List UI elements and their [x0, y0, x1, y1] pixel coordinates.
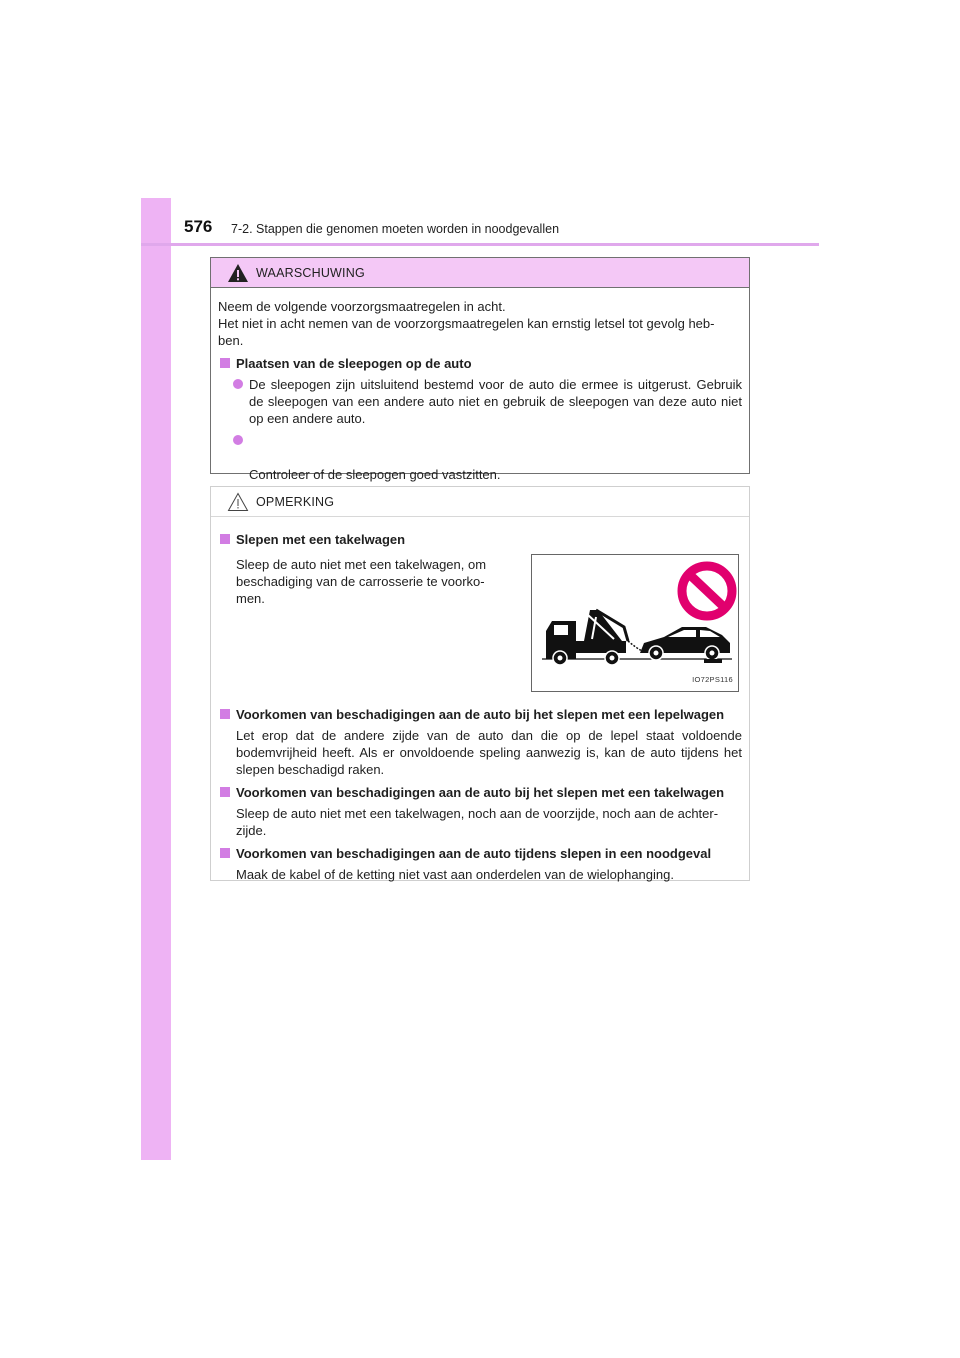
square-bullet-icon — [220, 848, 230, 858]
notice-heading-text: Voorkomen van beschadigingen aan de auto tijdens slepen in een noodgeval — [236, 846, 712, 861]
warning-bullet-text: De sleepogen zijn uitsluitend bestemd voor de auto die ermee is uitgerust. Gebruik de sleepogen van een andere auto niet en gebruik de sleepogen van deze auto niet op een andere auto. — [249, 377, 742, 426]
round-bullet-icon — [233, 435, 243, 445]
notice-body — [211, 517, 749, 883]
notice-box — [210, 486, 750, 881]
tow-truck-figure — [531, 554, 739, 692]
warning-box — [210, 257, 750, 482]
side-strip — [141, 198, 171, 1160]
square-bullet-icon — [220, 358, 230, 368]
warning-header — [211, 258, 749, 288]
square-bullet-icon — [220, 787, 230, 797]
notice-heading-text: Voorkomen van beschadigingen aan de auto bij het slepen met een lepelwagen — [236, 707, 725, 722]
notice-heading-text: Voorkomen van beschadigingen aan de auto bij het slepen met een takelwagen — [236, 785, 725, 800]
figure-row — [218, 552, 742, 700]
notice-heading-text: Slepen met een takelwagen — [236, 532, 406, 547]
square-bullet-icon — [220, 534, 230, 544]
warning-bullet-text: Controleer of de sleepogen goed vastzitten. — [249, 467, 501, 482]
warning-heading-text: Plaatsen van de sleepogen op de auto — [236, 356, 472, 371]
warning-triangle-icon — [227, 263, 249, 283]
header-rule — [141, 243, 819, 246]
caution-triangle-icon — [227, 492, 249, 512]
notice-heading — [218, 784, 742, 801]
notice-header — [211, 487, 749, 517]
prohibition-icon — [682, 566, 732, 616]
warning-body — [211, 288, 749, 500]
square-bullet-icon — [220, 709, 230, 719]
warning-bullet — [218, 376, 742, 427]
notice-text: Sleep de auto niet met een takelwagen, om beschadiging van de carrosserie te voorko- men. — [236, 557, 487, 606]
warning-intro: Neem de volgende voorzorgsmaatregelen in acht. Het niet in acht nemen van de voorzorgsmaatregelen kan ernstig letsel tot gevolg heb- ben. — [218, 299, 715, 348]
notice-heading — [218, 531, 742, 548]
section-title: 7-2. Stappen die genomen moeten worden in noodgevallen — [231, 222, 560, 236]
page-number: 576 — [184, 217, 213, 236]
warning-title: WAARSCHUWING — [256, 266, 365, 280]
notice-text: Maak de kabel of de ketting niet vast aan onderdelen van de wielophanging. — [236, 867, 674, 882]
figure-code: IO72PS116 — [692, 675, 733, 684]
notice-heading — [218, 706, 742, 723]
round-bullet-icon — [233, 379, 243, 389]
notice-text: Sleep de auto niet met een takelwagen, noch aan de voorzijde, noch aan de achter- zijde. — [236, 806, 719, 838]
notice-title: OPMERKING — [256, 495, 335, 509]
notice-text: Let erop dat de andere zijde van de auto dan die op de lepel staat voldoende bodemvrijheid heeft. Als er onvoldoende speling aanwezig is, kan de auto tijdens het slepen beschadigd raken. — [236, 728, 742, 777]
warning-heading — [218, 355, 742, 372]
notice-heading — [218, 845, 742, 862]
